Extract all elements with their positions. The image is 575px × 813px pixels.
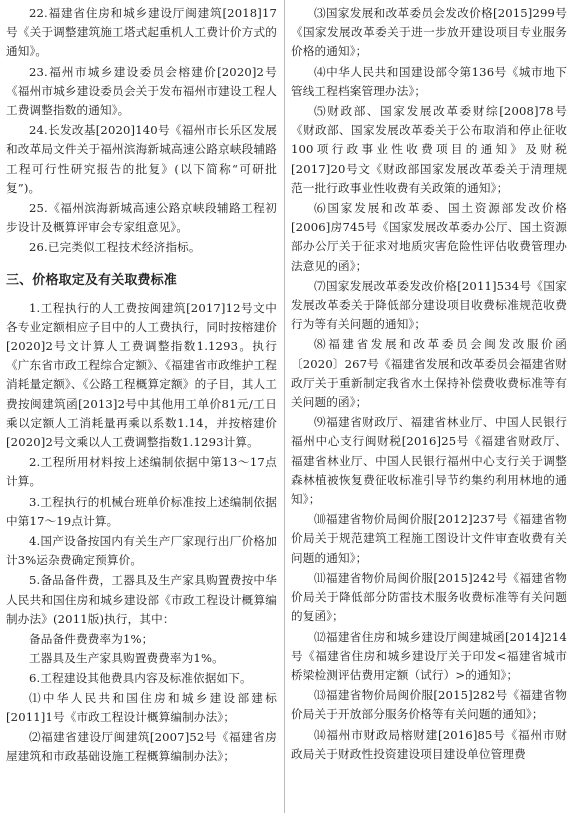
body-paragraph: 6.工程建设其他费具内容及标准依据如下。: [29, 670, 252, 685]
reference-item: ⑴中华人民共和国住房和城乡建设部建标[2011]1号《市政工程设计概算编制办法》；: [6, 690, 277, 724]
body-paragraph: 5.备品备件费，工器具及生产家具购置费按中华人民共和国住房和城乡建设部《市政工程设计概算编制办法》(2011版)执行，其中：: [6, 573, 277, 626]
body-paragraph: 3.工程执行的机械台班单价标准按上述编制依据中第17～19点计算。: [6, 494, 277, 528]
reference-item: ⑺国家发展改革委发改价格[2011]534号《国家发展改革委关于降低部分建设项目收费标准规范收费行为等有关问题的通知》；: [291, 278, 567, 332]
body-paragraph: 1.工程执行的人工费按闽建筑[2017]12号文中各专业定额相应子目中的人工费执行，同时按榕建价[2020]2号文计算人工费调整指数1.1293。执行《广东省市政工程综合定额》、《福建省市政维护工程消耗量定额》、《公路工程概算定额》的子目，其人工费按闽建筑函[2013]2号中其他用工单价81元/工日乘以定额人工消耗量再乘以系数1.14，并按榕建价[2020]2号文乘以人工费调整指数1.1293计算。: [6, 300, 277, 450]
left-column: [6, 4, 277, 768]
reference-item: 23.福州市城乡建设委员会榕建价[2020]2号《福州市城乡建设委员会关于发布福州市建设工程人工费调整指数的通知》。: [6, 64, 277, 118]
reference-item: ⑼福建省财政厅、福建省林业厅、中国人民银行福州中心支行闽财税[2016]25号《福建省财政厅、福建省林业厅、中国人民银行福州中心支行关于调整森林植被恢复费征收标准引导节约集约利用林地的通知》；: [291, 415, 567, 507]
reference-item: ⑸财政部、国家发展改革委财综[2008]78号《财政部、国家发展改革委关于公布取消和停止征收100项行政事业性收费项目的通知》及财税[2017]20号文《财政部国家发展改革委关于清理规范一批行政事业性收费有关政策的通知》；: [291, 104, 567, 195]
rate-line: 工器具及生产家具购置费费率为1%。: [29, 651, 224, 666]
column-divider: [284, 0, 285, 813]
reference-item: ⑹国家发展和改革委、国土资源部发改价格[2006]房745号《国家发展改革委办公厅、国土资源部办公厅关于征求对地质灾害危险性评估收费管理办法意见的函》；: [291, 201, 567, 273]
reference-item: 24.长发改基[2020]140号《福州市长乐区发展和改革局文件关于福州滨海新城高速公路京峡段辅路工程可行性研究报告的批复》(以下简称“可研批复”)。: [6, 123, 277, 195]
reference-item: 26.已完类似工程技术经济指标。: [29, 240, 201, 255]
section-heading: 三、价格取定及有关取费标准: [6, 272, 177, 288]
reference-item: ⑻福建省发展和改革委员会闽发改服价函〔2020〕267号《福建省发展和改革委员会福建省财政厅关于重新制定我省水土保持补偿费收费标准等有关问题的函》；: [291, 337, 567, 410]
reference-item: ⑵福建省建设厅闽建筑[2007]52号《福建省房屋建筑和市政基础设施工程概算编制办法》；: [6, 730, 277, 764]
reference-item: ⒀福建省物价局闽价服[2015]282号《福建省物价局关于开放部分服务价格等有关问题的通知》；: [291, 688, 567, 722]
body-paragraph: 2.工程所用材料按上述编制依据中第13～17点计算。: [6, 455, 277, 489]
body-paragraph: 4.国产设备按国内有关生产厂家现行出厂价格加计3%运杂费确定预算价。: [6, 534, 277, 568]
reference-item: ⑽福建省物价局闽价服[2012]237号《福建省物价局关于规范建筑工程施工图设计文件审查收费有关问题的通知》；: [291, 512, 567, 565]
reference-item: ⑿福建省住房和城乡建设厅闽建城函[2014]214号《福建省住房和城乡建设厅关于印发<福建省城市桥梁检测评估费用定额（试行）>的通知》；: [291, 629, 567, 682]
reference-item: ⑷中华人民共和国建设部令第136号《城市地下管线工程档案管理办法》；: [291, 64, 567, 98]
reference-item: ⑾福建省物价局闽价服[2015]242号《福建省物价局关于降低部分防雷技术服务收费标准等有关问题的复函》；: [291, 570, 567, 624]
rate-line: 备品备件费费率为1%；: [29, 632, 154, 647]
reference-item: ⑶国家发展和改革委员会发改价格[2015]299号《国家发展改革委关于进一步放开建设项目专业服务价格的通知》；: [291, 6, 567, 59]
right-column: [291, 4, 567, 765]
reference-item: 25.《福州滨海新城高速公路京峡段辅路工程初步设计及概算评审会专家组意见》。: [6, 201, 277, 235]
reference-item: ⒁福州市财政局榕财建[2016]85号《福州市财政局关于财政性投资建设项目建设单位管理费: [291, 727, 567, 761]
reference-item: 22.福建省住房和城乡建设厅闽建筑[2018]17号《关于调整建筑施工塔式起重机人工费计价方式的通知》。: [6, 6, 277, 59]
